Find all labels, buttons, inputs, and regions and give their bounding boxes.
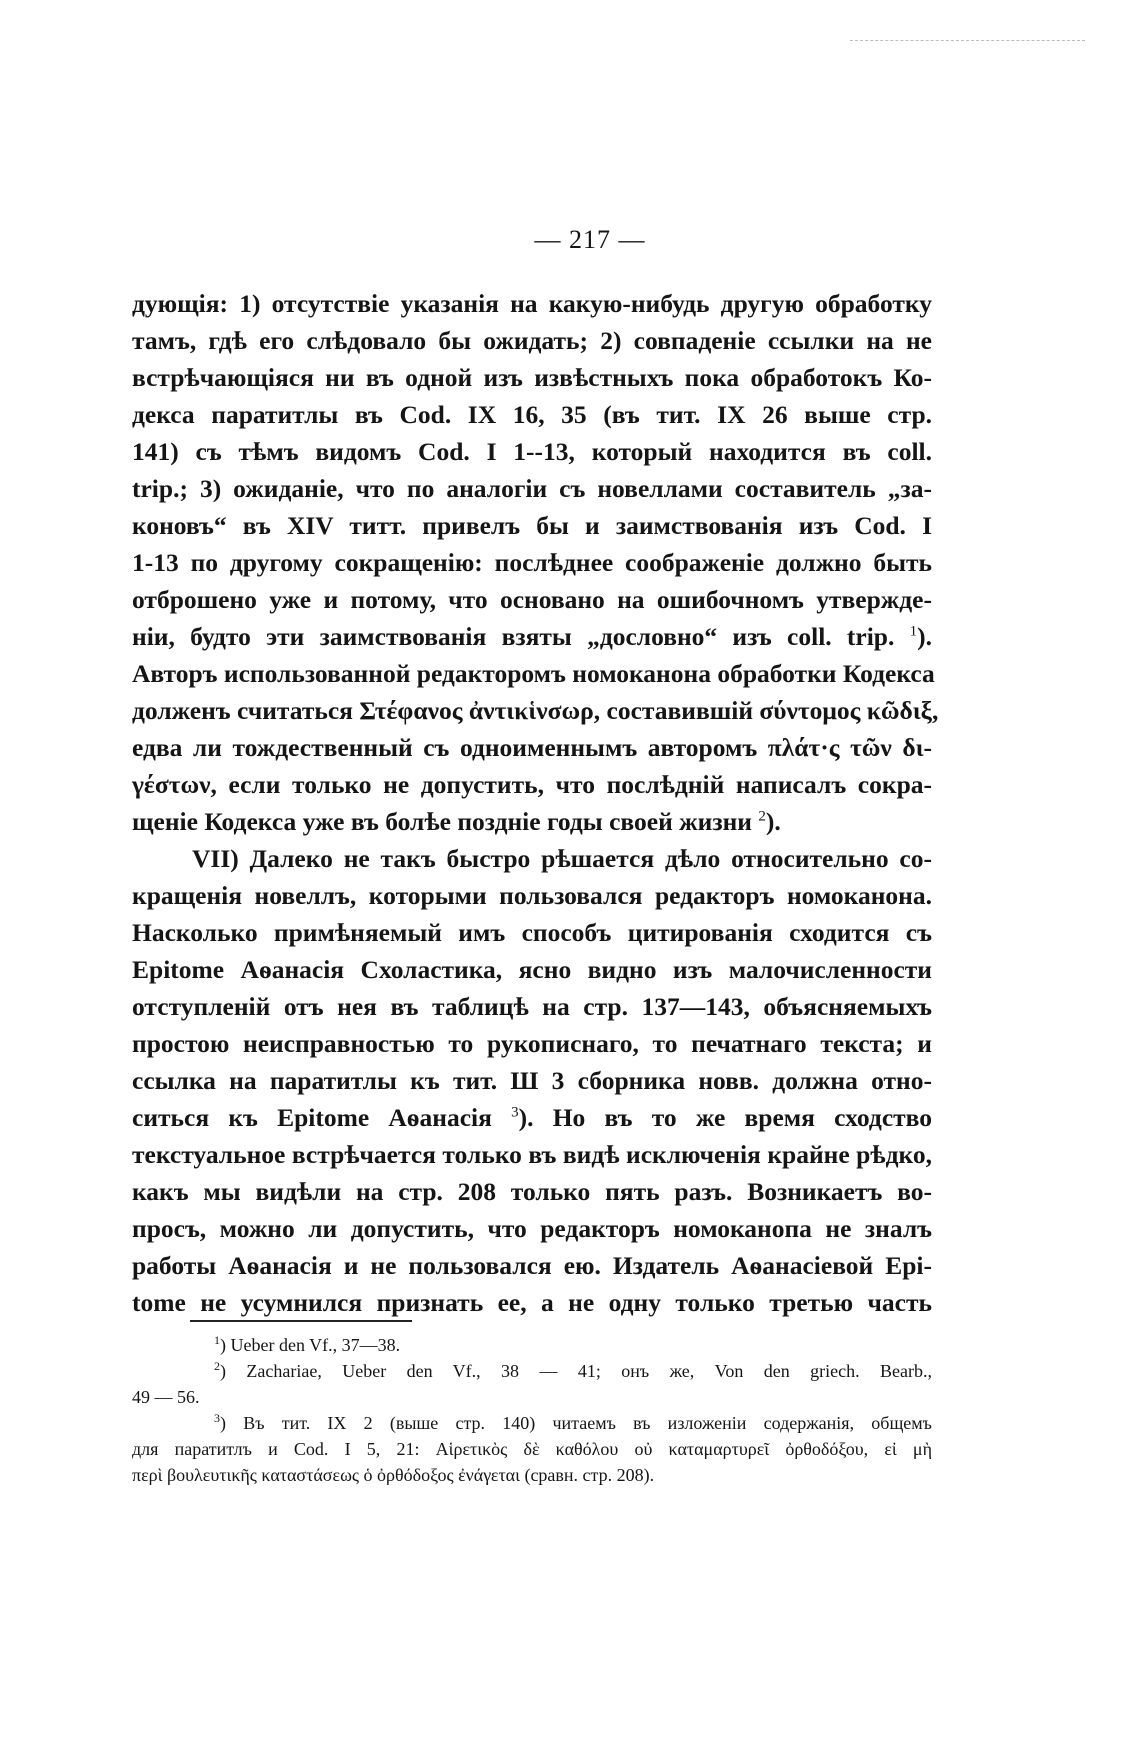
text-line: какъ мы видѣли на стр. 208 только пять разъ. Возникаетъ во- <box>132 1177 932 1206</box>
text-line: декса паратитлы въ Cod. IX 16, 35 (въ тит. IX 26 выше стр. <box>132 400 932 429</box>
text-line: простою неисправностью то рукописнаго, то печатнаго текста; и <box>132 1029 932 1058</box>
text-line-part: ). <box>765 807 781 836</box>
main-text <box>132 285 939 1321</box>
text-line: долженъ считаться Στέφανος ἀντικἱνσωρ, составившій σύντομος κῶδιξ, <box>132 696 939 725</box>
footnote-number: 1 <box>214 1333 220 1347</box>
text-line <box>132 803 932 840</box>
text-line: работы Аѳанасія и не пользовался ею. Издатель Аѳанасіевой Epi- <box>132 1251 932 1280</box>
text-line-part: ). <box>917 622 933 651</box>
footnote-2-cont: 49 — 56. <box>132 1387 200 1407</box>
text-line <box>132 1099 932 1136</box>
text-line-part: щеніе Кодекса уже въ болѣе поздніе годы своей жизни <box>132 807 752 836</box>
text-line: γέστων, если только не допустить, что послѣдній написалъ сокра- <box>132 770 932 799</box>
footnote-ref: 3 <box>511 1104 519 1121</box>
text-line: Насколько примѣняемый имъ способъ цитированія сходится съ <box>132 918 932 947</box>
text-line-part: ситься къ Epitome Аѳанасія <box>132 1103 492 1132</box>
footnote-3 <box>132 1410 932 1436</box>
footnote-3-cont: περὶ βουλευτικῆς καταστάσεως ὁ ὀρθόδοξος ἐνάγεται (сравн. стр. 208). <box>132 1465 655 1485</box>
text-line-part: ). Но въ то же время сходство <box>518 1103 933 1132</box>
text-line: тамъ, гдѣ его слѣдовало бы ожидать; 2) совпаденіе ссылки на не <box>132 326 932 355</box>
text-line: ссылка на паратитлы къ тит. Ш 3 сборника новв. должна отно- <box>132 1066 932 1095</box>
footnote-ref: 1 <box>909 623 918 640</box>
footnotes <box>132 1332 932 1488</box>
footnote-divider <box>190 1320 412 1322</box>
footnote-2 <box>132 1358 932 1384</box>
text-line: встрѣчающіяся ни въ одной изъ извѣстныхъ пока обработокъ Ко- <box>132 363 932 392</box>
footnote-text: ) Въ тит. IX 2 (выше стр. 140) читаемъ въ изложеніи содержанія, общемъ <box>220 1413 932 1433</box>
text-line: trip.; 3) ожиданіе, что по аналогіи съ новеллами составитель „за- <box>132 474 932 503</box>
text-line: отступленій отъ нея въ таблицѣ на стр. 137—143, объясняемыхъ <box>132 992 932 1021</box>
text-line: просъ, можно ли допустить, что редакторъ номоканопа не зналъ <box>132 1214 932 1243</box>
scan-edge-line <box>850 40 1085 41</box>
text-line: дующія: 1) отсутствіе указанія на какую-нибудь другую обработку <box>132 289 932 318</box>
text-line-part: ніи, будто эти заимствованія взяты „дословно“ изъ coll. trip. <box>132 622 895 651</box>
text-line: текстуальное встрѣчается только въ видѣ исключенія крайне рѣдко, <box>132 1140 932 1169</box>
text-line: Epitome Аѳанасія Схоластика, ясно видно изъ малочисленности <box>132 955 932 984</box>
text-line: едва ли тождественный съ одноименнымъ авторомъ πλάτ·ς τῶν δι- <box>132 733 932 762</box>
page-number: — 217 — <box>534 225 646 254</box>
footnote-1 <box>132 1332 932 1358</box>
text-line: коновъ“ въ XIV титт. привелъ бы и заимствованія изъ Cod. I <box>132 511 932 540</box>
text-line: tome не усумнился признать ее, а не одну только третью часть <box>132 1288 932 1317</box>
text-line: кращенія новеллъ, которыми пользовался редакторъ номоканона. <box>132 881 932 910</box>
footnote-number: 3 <box>214 1411 220 1425</box>
text-line: 1-13 по другому сокращенію: послѣднее соображеніе должно быть <box>132 548 932 577</box>
footnote-3-cont: для паратитлъ и Cod. I 5, 21: Αἱρετικὸς δὲ καθόλου οὐ καταμαρτυρεῖ ὀρθοδόξου, εἰ μὴ <box>132 1439 932 1459</box>
text-line: отброшено уже и потому, что основано на ошибочномъ утвержде- <box>132 585 932 614</box>
text-line: VII) Далеко не такъ быстро рѣшается дѣло относительно со- <box>192 844 932 873</box>
text-line: Авторъ использованной редакторомъ номоканона обработки Кодекса <box>132 659 935 688</box>
footnote-text: ) Zachariae, Ueber den Vf., 38 — 41; онъ же, Von den griech. Bearb., <box>220 1361 932 1381</box>
footnote-number: 2 <box>214 1359 220 1373</box>
footnote-text: ) Ueber den Vf., 37—38. <box>220 1335 401 1355</box>
text-line: 141) съ тѣмъ видомъ Cod. I 1--13, который находится въ coll. <box>132 437 932 466</box>
text-line <box>132 618 932 655</box>
footnote-ref: 2 <box>758 808 766 825</box>
